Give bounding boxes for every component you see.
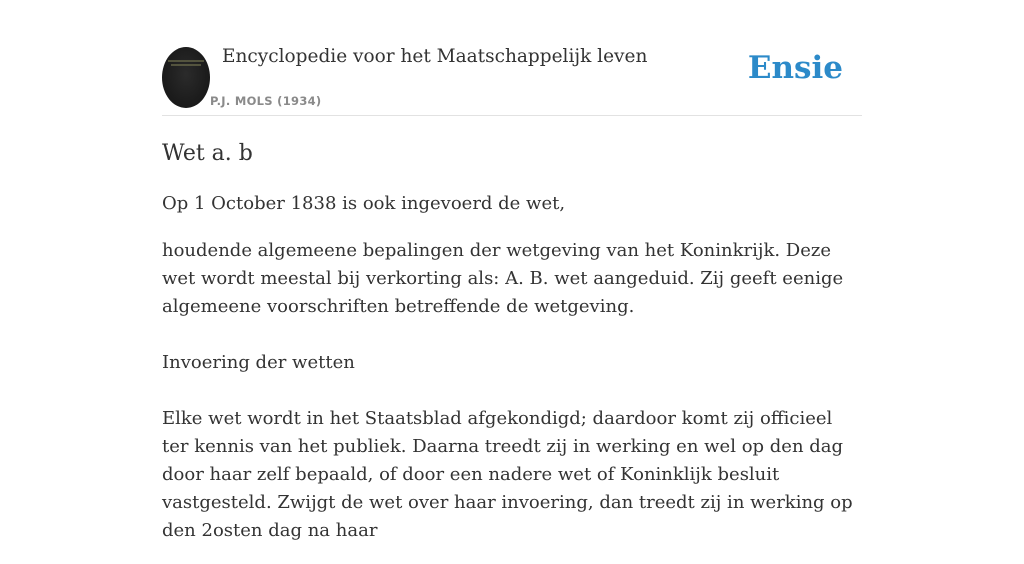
cover-title-band bbox=[168, 60, 204, 62]
article-paragraph: Elke wet wordt in het Staatsblad afgekondigd; daardoor komt zij officieel ter kennis van het publiek. Daarna treedt zij in werking en wel op den dag door haar zelf bepaald, of door een nadere wet of Koninklijk besluit vastgesteld. Zwijgt de wet over haar invoering, dan treedt zij in werking op den 2osten dag na haar bbox=[162, 408, 853, 541]
article-body bbox=[162, 138, 862, 564]
book-cover-thumbnail[interactable] bbox=[162, 47, 210, 108]
book-title-link[interactable]: Encyclopedie voor het Maatschappelijk leven bbox=[222, 46, 648, 67]
ensie-logo-link[interactable]: Ensie bbox=[747, 50, 843, 86]
section-heading: Invoering der wetten bbox=[162, 352, 355, 373]
cover-subtitle-band bbox=[171, 64, 201, 66]
page-header bbox=[162, 44, 862, 116]
article-paragraph: houdende algemeene bepalingen der wetgeving van het Koninkrijk. Deze wet wordt meestal bij verkorting als: A. B. wet aangeduid. Zij geeft eenige algemeene voorschriften betreffende de wetgeving. bbox=[162, 240, 844, 317]
article-paragraph: Op 1 October 1838 is ook ingevoerd de wet, bbox=[162, 193, 566, 214]
article-title: Wet a. b bbox=[162, 141, 253, 166]
book-author: P.J. MOLS (1934) bbox=[210, 94, 322, 108]
